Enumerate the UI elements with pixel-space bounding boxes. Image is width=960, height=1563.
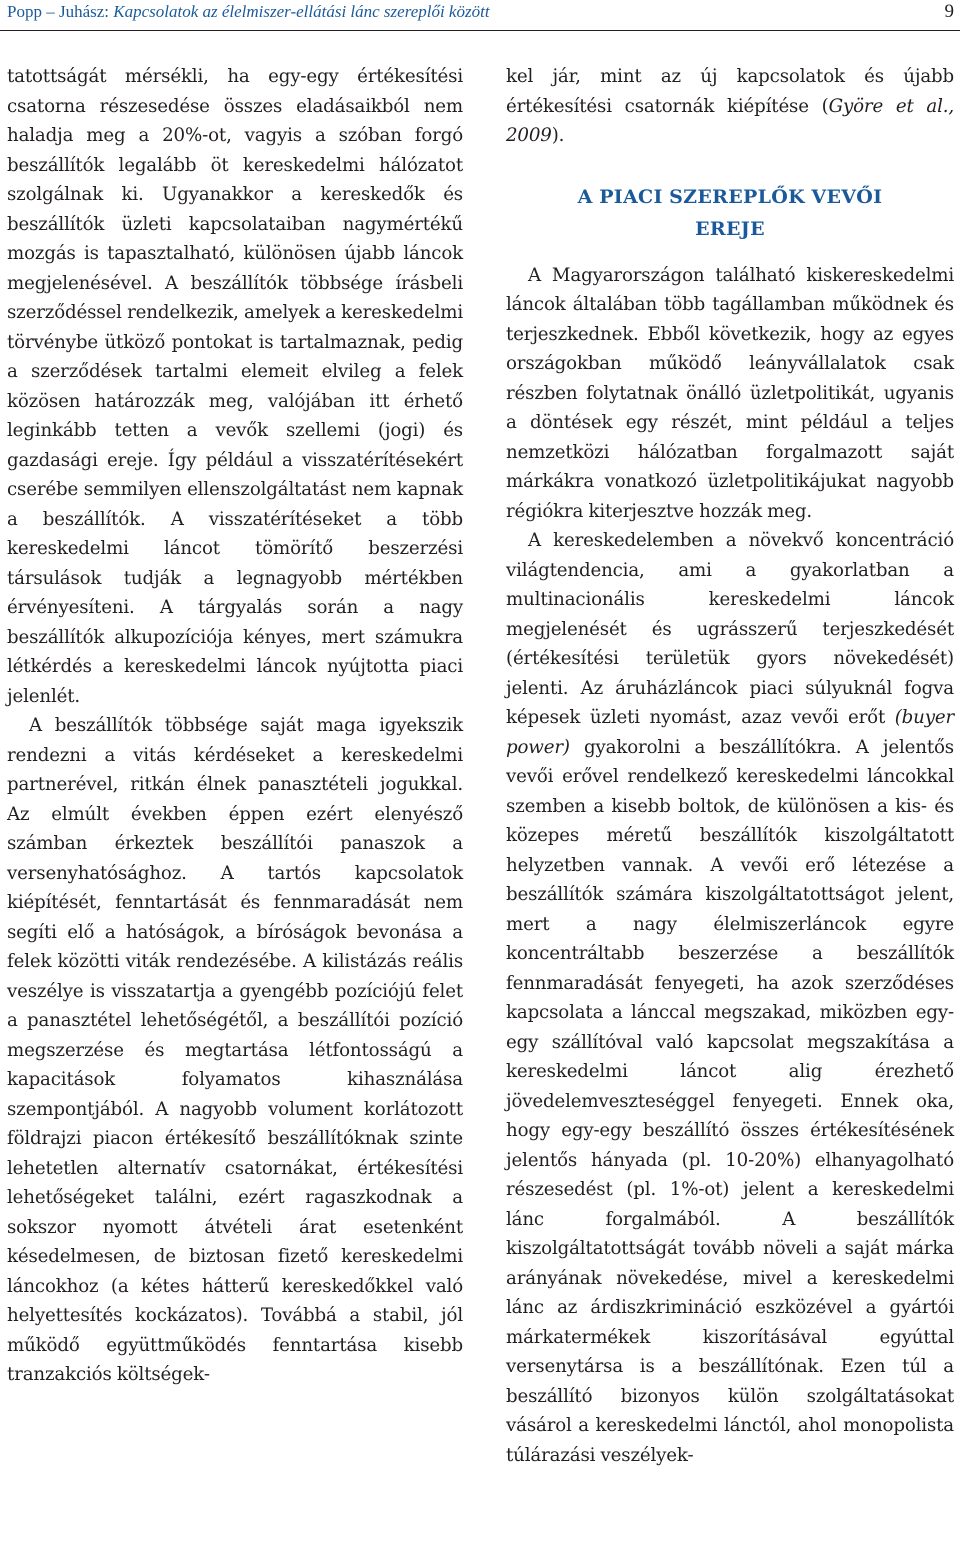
running-head bbox=[0, 0, 960, 31]
page-number: 9 bbox=[944, 1, 954, 22]
header-authors: Popp – Juhász: bbox=[7, 2, 109, 21]
right-paragraph-2 bbox=[506, 526, 954, 1470]
right-paragraph-continuation bbox=[506, 62, 954, 151]
citation: Györe et al., 2009 bbox=[506, 95, 954, 146]
header-article-title: Kapcsolatok az élelmiszer-ellátási lánc szereplői között bbox=[113, 2, 490, 21]
buyer-power-term: (buyer power) bbox=[506, 707, 954, 758]
left-paragraph-1: tatottságát mérsékli, ha egy-egy értékesítési csatorna részesedése összes eladásaikból nem haladja meg a 20%-ot, vagyis a szóban forgó beszállítók legalább öt kereskedelmi hálózatot szolgálnak ki. Ugyanakkor a kereskedők és beszállítók üzleti kapcsolataiban nagymértékű mozgás is tapasztalható, különösen újabb láncok megjelenésével. A beszállítók többsége írásbeli szerződéssel rendelkezik, amelyek a kereskedelmi törvénybe ütköző pontokat is tartalmaznak, pedig a szerződések tartalmi elemeit elvileg a felek közösen határozzák meg, valójában itt érhető leginkább tetten a vevők szellemi (jogi) és gazdasági ereje. Így például a visszatérítésekért cserébe semmilyen ellenszolgáltatást nem kapnak a beszállítók. A visszatérítéseket a több kereskedelmi láncot tömörítő beszerzési társulások tudják a legnagyobb mértékben érvényesíteni. A tárgyalás során a nagy beszállítók alkupozíciója kényes, mert számukra létkérdés a kereskedelmi láncok nyújtotta piaci jelenlét. bbox=[7, 66, 463, 707]
right-paragraph-2-part-a: A kereskedelemben a növekvő koncentráció világtendencia, ami a gyakorlatban a multinacionális kereskedelmi láncok megjelenését és ugrásszerű terjeszkedését (értékesítési területük gyors növekedését) jelenti. Az áruházláncok piaci súlyuknál fogva képesek üzleti nyomást, azaz vevői erőt bbox=[506, 530, 954, 728]
section-heading: A PIACI SZEREPLŐK VEVŐI EREJE bbox=[577, 185, 883, 240]
continuation-text: kel jár, mint az új kapcsolatok és újabb értékesítési csatornák kiépítése ( bbox=[506, 66, 954, 117]
running-head-text bbox=[7, 0, 490, 24]
right-paragraph-1: A Magyarországon található kiskereskedelmi láncok általában több tagállamban működnek és terjeszkednek. Ebből következik, hogy az egyes országokban működő leányvállalatok csak részben folytatnak önálló üzletpolitikát, ugyanis a döntések egy részét, mint például a teljes nemzetközi hálózatban forgalmazott saját márkákra vonatkozó üzletpolitikájukat nagyobb régiókra kiterjesztve hozzák meg. bbox=[506, 264, 954, 522]
right-paragraph-2-part-b: gyakorolni a beszállítókra. A jelentős vevői erővel rendelkező kereskedelmi láncokkal szemben a kisebb boltok, de különösen a kis- és közepes méretű beszállítók kiszolgáltatott helyzetben vannak. A vevői erő létezése a beszállítók számára kiszolgáltatottságot jelent, mert a nagy élelmiszerláncok egyre koncentráltabb beszerzése a beszállítók fennmaradását fenyegeti, ha azok szerződéses kapcsolata a lánccal megszakad, miközben egy-egy szállítóval való kapcsolat megszakítása a kereskedelmi láncot alig érezhető jövedelemveszteséggel fenyegeti. Ennek oka, hogy egy-egy beszállító összes értékesítésének jelentős hányada (pl. 10-20%) elhanyagolható részesedést (pl. 1%-ot) jelent a kereskedelmi lánc forgalmából. A beszállítók kiszolgáltatottságát tovább növeli a saját márka arányának növekedése, mivel a kereskedelmi lánc az árdiszkrimináció eszközével a gyártói márkatermékek kiszorításával egyúttal versenytársa is a beszállítónak. Ezen túl a beszállító bizonyos külön szolgáltatásokat vásárol a kereskedelmi lánctól, ahol monopolista túlárazási veszélyek- bbox=[506, 736, 954, 1466]
continuation-end: ). bbox=[551, 125, 565, 146]
left-paragraph-2: A beszállítók többsége saját maga igyekszik rendezni a vitás kérdéseket a kereskedelmi partnerével, ritkán élnek panasztételi jogukkal. Az elmúlt években éppen ezért elenyésző számban érkeztek beszállítói panaszok a versenyhatósághoz. A tartós kapcsolatok kiépítését, fenntartását és fennmaradását nem segíti elő a hatóságok, a bíróságok bevonása a felek közötti viták rendezésébe. A kilistázás reális veszélye is visszatartja a gyengébb pozíciójú felet a panasztétel lehetőségétől, a beszállítói pozíció megszerzése és megtartása létfontosságú a kapacitások folyamatos kihasználása szempontjából. A nagyobb volument korlátozott földrajzi piacon értékesítő beszállítóknak szinte lehetetlen alternatív csatornákat, értékesítési lehetőségeket találni, ezért ragaszkodnak a sokszor nyomott átvételi árat esetenként késedelmesen, de biztosan fizető kereskedelmi láncokhoz (a kétes hátterű kereskedőkkel való helyettesítés kockázatos). Továbbá a stabil, jól működő együttműködés fenntartása kisebb tranzakciós költségek- bbox=[7, 715, 463, 1385]
left-column bbox=[7, 62, 463, 1390]
right-column bbox=[506, 62, 954, 1470]
